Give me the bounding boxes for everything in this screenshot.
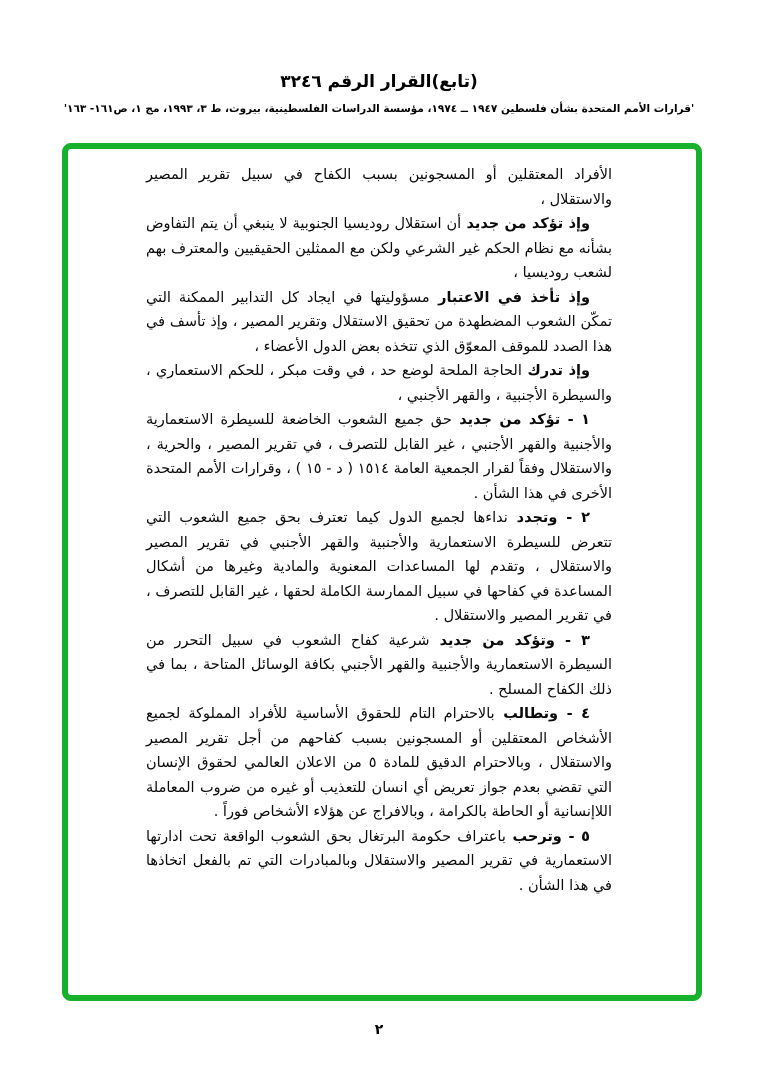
paragraph-lead: ٢ - وتجدد — [507, 510, 590, 526]
paragraph: ٤ - وتطالب بالاحترام التام للحقوق الأساسية للأفراد المملوكة لجميع الأشخاص المعتقلين أو المسجونين بسبب كفاحهم من أجل تقرير المصير والاستقلال ، وبالاحترام الدقيق للمادة ٥ من الاعلان العالمي لحقوق الإنسان التي تقضي بعدم جواز تعريض أي انسان للتعذيب أو غيره من ضروب المعاملة اللاإنسانية أو الحاطة بالكرامة ، وبالافراج عن هؤلاء الأشخاص فوراً . — [146, 706, 612, 820]
paragraph: ١ - تؤكد من جديد حق جميع الشعوب الخاضعة للسيطرة الاستعمارية والأجنبية والقهر الأجنبي ، غير القابل للتصرف ، في تقرير المصير ، والحرية ، والاستقلال وفقاً لقرار الجمعية العامة ١٥١٤ ( د - ١٥ ) ، وقرارات الأمم المتحدة الأخرى في هذا الشأن . — [146, 412, 612, 502]
paragraph-lead: وإذ تأخذ في الاعتبار — [429, 289, 590, 306]
source-citation: 'قرارات الأمم المتحدة بشأن فلسطين ١٩٤٧ ــ ١٩٧٤، مؤسسة الدراسات الفلسطينية، بيروت، ط ٣، ١٩٩٣، مج ١، ص١٦١- ١٦٣' — [63, 103, 695, 115]
paragraph: وإذ تدرك الحاجة الملحة لوضع حد ، في وقت مبكر ، للحكم الاستعماري ، والسيطرة الأجنبية ، والقهر الأجنبي ، — [146, 363, 612, 404]
resolution-body — [146, 163, 612, 898]
resolution-title: (تابع)القرار الرقم ٣٢٤٦ — [280, 72, 478, 92]
paragraph-lead: ٥ - وترحب — [505, 828, 590, 845]
paragraph-lead: ١ - تؤكد من جديد — [451, 412, 590, 428]
paragraph: الأفراد المعتقلين أو المسجونين بسبب الكفاح في سبيل تقرير المصير والاستقلال ، — [146, 167, 612, 208]
paragraph: ٥ - وترحب باعتراف حكومة البرتغال بحق الشعوب الواقعة تحت ادارتها الاستعمارية في تقرير المصير والاستقلال وبالمبادرات التي تم بالفعل اتخاذها في هذا الشأن . — [146, 828, 612, 894]
paragraph-lead: وإذ تؤكد من جديد — [461, 216, 590, 232]
page-number: ٢ — [374, 1022, 384, 1038]
paragraph-lead: ٤ - وتطالب — [494, 706, 591, 722]
paragraph: وإذ تؤكد من جديد أن استقلال روديسيا الجنوبية لا ينبغي أن يتم التفاوض بشأنه مع نظام الحكم غير الشرعي ولكن مع الممثلين الحقيقيين والمعترف بهم لشعب روديسيا ، — [146, 216, 612, 281]
paragraph: وإذ تأخذ في الاعتبار مسؤوليتها في ايجاد كل التدابير الممكنة التي تمكّن الشعوب المضطهدة من تحقيق الاستقلال وتقرير المصير ، وإذ تأسف في هذا الصدد للموقف المعوّق الذي تتخذه بعض الدول الأعضاء ، — [146, 289, 612, 355]
paragraph-lead: وإذ تدرك — [521, 363, 590, 379]
paragraph: ٣ - وتؤكد من جديد شرعية كفاح الشعوب في سبيل التحرر من السيطرة الاستعمارية والأجنبية والقهر الأجنبي بكافة الوسائل المتاحة ، بما في ذلك الكفاح المسلح . — [146, 632, 612, 698]
paragraph-lead: ٣ - وتؤكد من جديد — [429, 632, 591, 649]
paragraph: ٢ - وتجدد نداءها لجميع الدول كيما تعترف بحق جميع الشعوب التي تتعرض للسيطرة الاستعمارية والأجنبية والقهر الأجنبي في تقرير المصير والاستقلال ، وتقدم لها المساعدات المعنوية والمادية وغيرها من أشكال المساعدة في كفاحها في سبيل الممارسة الكاملة لحقها ، غير القابل للتصرف ، في تقرير المصير والاستقلال . — [146, 510, 612, 624]
